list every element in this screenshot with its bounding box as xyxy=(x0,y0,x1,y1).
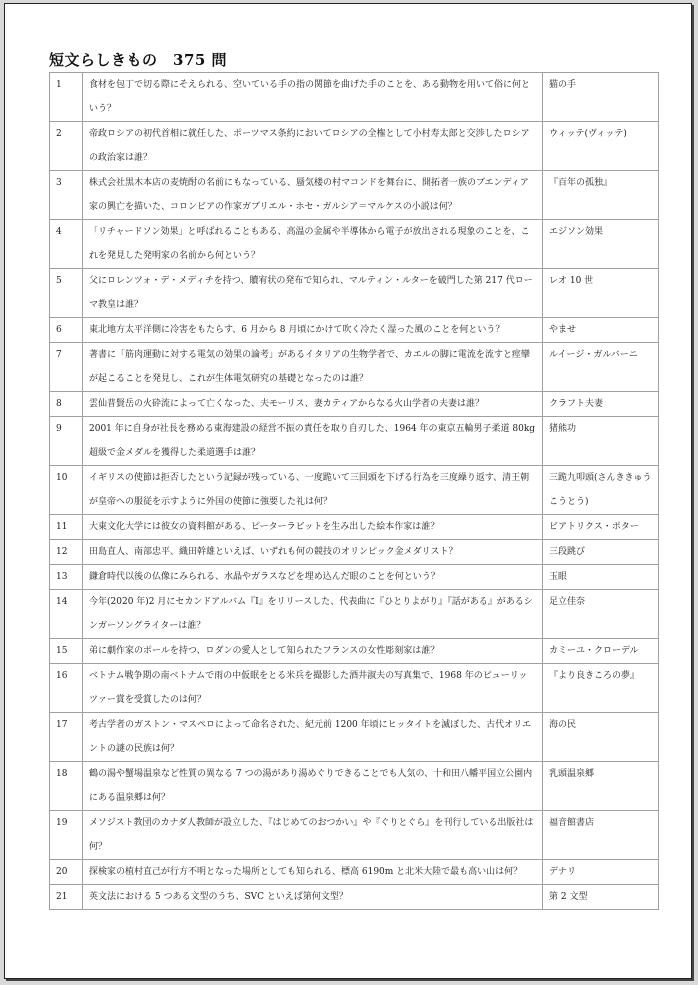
table-row xyxy=(50,466,659,515)
question-number: 9 xyxy=(50,417,83,466)
table-row xyxy=(50,269,659,318)
question-number: 13 xyxy=(50,565,83,590)
question-number: 15 xyxy=(50,639,83,664)
question-number: 16 xyxy=(50,664,83,713)
table-row xyxy=(50,664,659,713)
question-text: 著書に「筋肉運動に対する電気の効果の論考」があるイタリアの生物学者で、カエルの脚に電流を流すと痙攣が起こることを発見し、これが生体電気研究の基礎となったのは誰？ xyxy=(83,343,543,392)
question-text: 考古学者のガストン・マスペロによって命名された、紀元前 1200 年頃にヒッタイトを滅ぼした、古代オリエントの謎の民族は何？ xyxy=(83,713,543,762)
table-row xyxy=(50,343,659,392)
table-row xyxy=(50,171,659,220)
table-row xyxy=(50,860,659,885)
question-number: 5 xyxy=(50,269,83,318)
question-table xyxy=(49,72,659,910)
question-number: 3 xyxy=(50,171,83,220)
question-number: 20 xyxy=(50,860,83,885)
question-text: メソジスト教団のカナダ人教師が設立した、『はじめてのおつかい』や『ぐりとぐら』を刊行している出版社は何？ xyxy=(83,811,543,860)
answer-text: 第 2 文型 xyxy=(543,885,659,910)
answer-text: 足立佳奈 xyxy=(543,590,659,639)
question-text: 弟に劇作家のポールを持つ、ロダンの愛人として知られたフランスの女性彫刻家は誰？ xyxy=(83,639,543,664)
answer-text: 三段跳び xyxy=(543,540,659,565)
question-number: 12 xyxy=(50,540,83,565)
question-text: 雲仙普賢岳の火砕流によって亡くなった、夫モーリス、妻カティアからなる火山学者の夫妻は誰？ xyxy=(83,392,543,417)
question-text: 鎌倉時代以後の仏像にみられる、水晶やガラスなどを埋め込んだ眼のことを何という？ xyxy=(83,565,543,590)
question-number: 11 xyxy=(50,515,83,540)
table-row xyxy=(50,811,659,860)
answer-text: ビアトリクス・ポター xyxy=(543,515,659,540)
question-text: 2001 年に自身が社長を務める東海建設の経営不振の責任を取り自刃した、1964 年の東京五輪男子柔道 80kg 超級で金メダルを獲得した柔道選手は誰？ xyxy=(83,417,543,466)
question-number: 21 xyxy=(50,885,83,910)
table-row xyxy=(50,73,659,122)
answer-text: カミーユ・クローデル xyxy=(543,639,659,664)
answer-text: レオ 10 世 xyxy=(543,269,659,318)
answer-text: ウィッテ(ヴィッテ) xyxy=(543,122,659,171)
question-text: 帝政ロシアの初代首相に就任した、ポーツマス条約においてロシアの全権として小村寿太郎と交渉したロシアの政治家は誰？ xyxy=(83,122,543,171)
table-row xyxy=(50,122,659,171)
question-text: 大東文化大学には彼女の資料館がある、ピーターラビットを生み出した絵本作家は誰？ xyxy=(83,515,543,540)
question-text: 英文法における 5 つある文型のうち、SVC といえば第何文型？ xyxy=(83,885,543,910)
answer-text: 海の民 xyxy=(543,713,659,762)
question-text: 探検家の植村直己が行方不明となった場所としても知られる、標高 6190m と北米大陸で最も高い山は何？ xyxy=(83,860,543,885)
table-row xyxy=(50,220,659,269)
question-text: イギリスの使節は拒否したという記録が残っている、一度跪いて三回頭を下げる行為を三度繰り返す、清王朝が皇帝への服従を示すように外国の使節に強要した礼は何？ xyxy=(83,466,543,515)
table-row xyxy=(50,885,659,910)
question-number: 2 xyxy=(50,122,83,171)
table-row xyxy=(50,540,659,565)
document-page xyxy=(4,3,692,979)
question-number: 1 xyxy=(50,73,83,122)
table-row xyxy=(50,639,659,664)
table-row xyxy=(50,392,659,417)
question-text: 今年(2020 年)2 月にセカンドアルバム『I』をリリースした、代表曲に『ひとりよがり』『話がある』があるシンガーソングライターは誰？ xyxy=(83,590,543,639)
table-row xyxy=(50,515,659,540)
answer-text: 猫の手 xyxy=(543,73,659,122)
question-text: 株式会社黒木本店の麦焼酎の名前にもなっている、蜃気楼の村マコンドを舞台に、開拓者一族のブエンディア家の興亡を描いた、コロンビアの作家ガブリエル・ホセ・ガルシア＝マルケスの小説は何？ xyxy=(83,171,543,220)
answer-text: 猪熊功 xyxy=(543,417,659,466)
question-number: 6 xyxy=(50,318,83,343)
table-row xyxy=(50,590,659,639)
question-text: 父にロレンツォ・デ・メディチを持つ、贖宥状の発布で知られ、マルティン・ルターを破門した第 217 代ローマ教皇は誰？ xyxy=(83,269,543,318)
question-text: 鶴の湯や蟹場温泉など性質の異なる 7 つの湯があり湯めぐりできることでも人気の、十和田八幡平国立公園内にある温泉郷は何？ xyxy=(83,762,543,811)
question-number: 17 xyxy=(50,713,83,762)
question-text: 田島直人、南部忠平、織田幹雄といえば、いずれも何の競技のオリンピック金メダリスト？ xyxy=(83,540,543,565)
question-text: 食材を包丁で切る際にそえられる、空いている手の指の関節を曲げた手のことを、ある動物を用いて俗に何という？ xyxy=(83,73,543,122)
question-number: 4 xyxy=(50,220,83,269)
answer-text: クラフト夫妻 xyxy=(543,392,659,417)
answer-text: 乳頭温泉郷 xyxy=(543,762,659,811)
answer-text: ルイージ・ガルバーニ xyxy=(543,343,659,392)
question-number: 18 xyxy=(50,762,83,811)
answer-text: 『より良きころの夢』 xyxy=(543,664,659,713)
question-number: 8 xyxy=(50,392,83,417)
table-row xyxy=(50,565,659,590)
answer-text: やませ xyxy=(543,318,659,343)
table-row xyxy=(50,762,659,811)
question-text: 東北地方太平洋側に冷害をもたらす、6 月から 8 月頃にかけて吹く冷たく湿った風のことを何という？ xyxy=(83,318,543,343)
table-row xyxy=(50,417,659,466)
question-number: 7 xyxy=(50,343,83,392)
answer-text: 『百年の孤独』 xyxy=(543,171,659,220)
question-number: 19 xyxy=(50,811,83,860)
question-number: 14 xyxy=(50,590,83,639)
answer-text: 玉眼 xyxy=(543,565,659,590)
question-text: 「リチャードソン効果」と呼ばれることもある、高温の金属や半導体から電子が放出される現象のことを、これを発見した発明家の名前から何という？ xyxy=(83,220,543,269)
table-row xyxy=(50,318,659,343)
table-row xyxy=(50,713,659,762)
question-number: 10 xyxy=(50,466,83,515)
answer-text: デナリ xyxy=(543,860,659,885)
question-text: ベトナム戦争期の南ベトナムで雨の中仮眠をとる米兵を撮影した酒井淑夫の写真集で、1968 年のピューリッツァー賞を受賞したのは何？ xyxy=(83,664,543,713)
page-title: 短文らしきもの 375 問 xyxy=(49,51,228,69)
answer-text: 三跪九叩頭(さんききゅうこうとう) xyxy=(543,466,659,515)
answer-text: 福音館書店 xyxy=(543,811,659,860)
answer-text: エジソン効果 xyxy=(543,220,659,269)
